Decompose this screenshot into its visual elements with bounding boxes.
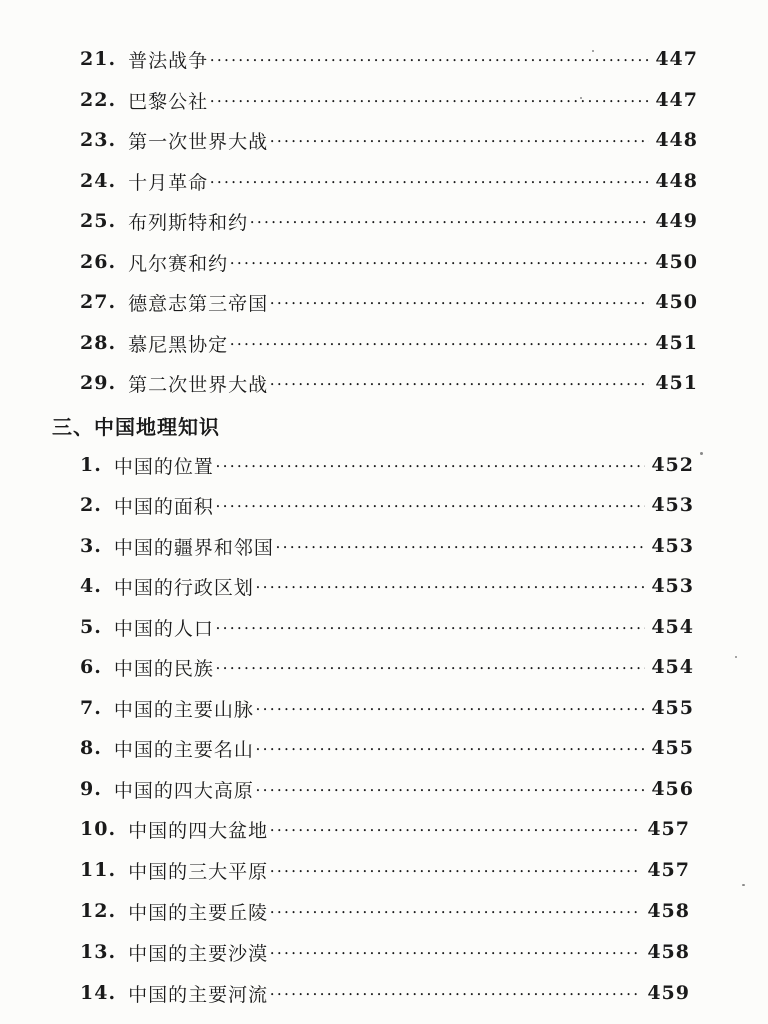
toc-entry-page: 454 (651, 656, 694, 678)
dot-leader (210, 167, 649, 198)
toc-entry-number: 25. (80, 210, 117, 232)
scan-speck (700, 452, 703, 455)
toc-entry-page: 450 (655, 291, 698, 313)
dot-leader (210, 86, 649, 117)
toc-entry-page: 447 (655, 89, 698, 111)
toc-entry-page: 457 (647, 859, 690, 881)
toc-entry-title: 中国的主要沙漠 (128, 942, 269, 965)
toc-entry-title: 中国的三大平原 (128, 860, 269, 883)
toc-entry-title: 中国的面积 (113, 495, 214, 518)
toc-entry-number: 22. (80, 89, 117, 111)
scan-speck (735, 656, 737, 658)
scan-speck (580, 97, 582, 99)
toc-entry-title: 中国的四大盆地 (128, 819, 269, 842)
toc-entry-page: 456 (651, 778, 694, 800)
toc-entry-page: 457 (647, 818, 690, 840)
dot-leader (230, 329, 649, 360)
toc-entry-title: 普法战争 (128, 49, 209, 72)
dot-leader (270, 856, 641, 887)
toc-entry-page: 451 (655, 332, 698, 354)
toc-entry-number: 14. (80, 982, 117, 1004)
section-heading: 三、中国地理知识 (52, 414, 220, 439)
toc-entry-page: 448 (655, 129, 698, 151)
toc-entry-number: 24. (80, 170, 117, 192)
toc-entry-page: 452 (651, 454, 694, 476)
toc-entry-title: 中国的四大高原 (113, 779, 254, 802)
toc-entry-9 (80, 774, 694, 804)
toc-entry-21 (80, 44, 698, 74)
toc-entry-27 (80, 287, 698, 317)
toc-entry-title: 凡尔赛和约 (128, 252, 229, 275)
toc-entry-number: 1. (80, 454, 102, 476)
toc-entry-page: 455 (651, 737, 694, 759)
toc-entry-number: 7. (80, 697, 102, 719)
toc-entry-23 (80, 125, 698, 155)
toc-entry-title: 中国的疆界和邻国 (113, 536, 274, 559)
toc-entry-page: 459 (647, 982, 690, 1004)
dot-leader (270, 126, 649, 157)
toc-entry-number: 10. (80, 818, 117, 840)
toc-entry-page: 458 (647, 900, 690, 922)
toc-entry-number: 3. (80, 535, 102, 557)
dot-leader (256, 572, 645, 603)
dot-leader (270, 938, 641, 969)
toc-entry-page: 453 (651, 535, 694, 557)
dot-leader (270, 369, 649, 400)
toc-entry-number: 23. (80, 129, 117, 151)
toc-entry-2 (80, 490, 694, 520)
toc-entry-number: 4. (80, 575, 102, 597)
dot-leader (216, 491, 645, 522)
toc-entry-28 (80, 328, 698, 358)
toc-entry-8 (80, 733, 694, 763)
toc-entry-title: 中国的主要丘陵 (128, 901, 269, 924)
toc-entry-12 (80, 896, 690, 926)
toc-entry-29 (80, 368, 698, 398)
toc-entry-title: 巴黎公社 (128, 90, 209, 113)
toc-entry-14 (80, 978, 690, 1008)
toc-entry-title: 中国的人口 (113, 617, 214, 640)
toc-entry-7 (80, 693, 694, 723)
toc-entry-title: 第一次世界大战 (128, 130, 269, 153)
dot-leader (256, 775, 645, 806)
toc-entry-title: 十月革命 (128, 171, 209, 194)
dot-leader (216, 451, 645, 482)
dot-leader (276, 532, 645, 563)
dot-leader (256, 694, 645, 725)
toc-entry-number: 21. (80, 48, 117, 70)
toc-entry-number: 6. (80, 656, 102, 678)
toc-entry-number: 29. (80, 372, 117, 394)
toc-entry-number: 26. (80, 251, 117, 273)
dot-leader (270, 979, 641, 1010)
dot-leader (250, 207, 649, 238)
toc-entry-26 (80, 247, 698, 277)
dot-leader (216, 613, 645, 644)
toc-entry-title: 慕尼黑协定 (128, 333, 229, 356)
dot-leader (270, 897, 641, 928)
toc-entry-title: 中国的主要山脉 (113, 698, 254, 721)
toc-entry-4 (80, 571, 694, 601)
toc-entry-number: 13. (80, 941, 117, 963)
toc-entry-5 (80, 612, 694, 642)
toc-entry-title: 中国的主要河流 (128, 983, 269, 1006)
toc-entry-page: 450 (655, 251, 698, 273)
toc-entry-title: 中国的主要名山 (113, 738, 254, 761)
scan-speck (742, 884, 745, 886)
toc-entry-25 (80, 206, 698, 236)
toc-entry-number: 2. (80, 494, 102, 516)
toc-entry-page: 455 (651, 697, 694, 719)
toc-entry-13 (80, 937, 690, 967)
toc-entry-title: 布列斯特和约 (128, 211, 249, 234)
toc-entry-number: 8. (80, 737, 102, 759)
dot-leader (270, 288, 649, 319)
toc-entry-number: 28. (80, 332, 117, 354)
toc-entry-page: 448 (655, 170, 698, 192)
toc-entry-10 (80, 814, 690, 844)
scan-speck (592, 50, 594, 52)
dot-leader (230, 248, 649, 279)
toc-entry-title: 中国的行政区划 (113, 576, 254, 599)
toc-entry-number: 11. (80, 859, 117, 881)
toc-entry-page: 458 (647, 941, 690, 963)
toc-entry-11 (80, 855, 690, 885)
dot-leader (216, 653, 645, 684)
toc-entry-page: 453 (651, 575, 694, 597)
toc-entry-1 (80, 450, 694, 480)
toc-entry-number: 27. (80, 291, 117, 313)
toc-entry-page: 449 (655, 210, 698, 232)
toc-entry-page: 453 (651, 494, 694, 516)
toc-entry-title: 德意志第三帝国 (128, 292, 269, 315)
toc-entry-6 (80, 652, 694, 682)
toc-entry-3 (80, 531, 694, 561)
toc-entry-22 (80, 85, 698, 115)
toc-entry-24 (80, 166, 698, 196)
toc-entry-number: 12. (80, 900, 117, 922)
dot-leader (270, 815, 641, 846)
toc-entry-title: 中国的民族 (113, 657, 214, 680)
toc-entry-page: 447 (655, 48, 698, 70)
toc-entry-page: 451 (655, 372, 698, 394)
dot-leader (256, 734, 645, 765)
toc-entry-number: 9. (80, 778, 102, 800)
toc-entry-number: 5. (80, 616, 102, 638)
toc-entry-page: 454 (651, 616, 694, 638)
dot-leader (210, 45, 649, 76)
toc-entry-title: 中国的位置 (113, 455, 214, 478)
toc-entry-title: 第二次世界大战 (128, 373, 269, 396)
